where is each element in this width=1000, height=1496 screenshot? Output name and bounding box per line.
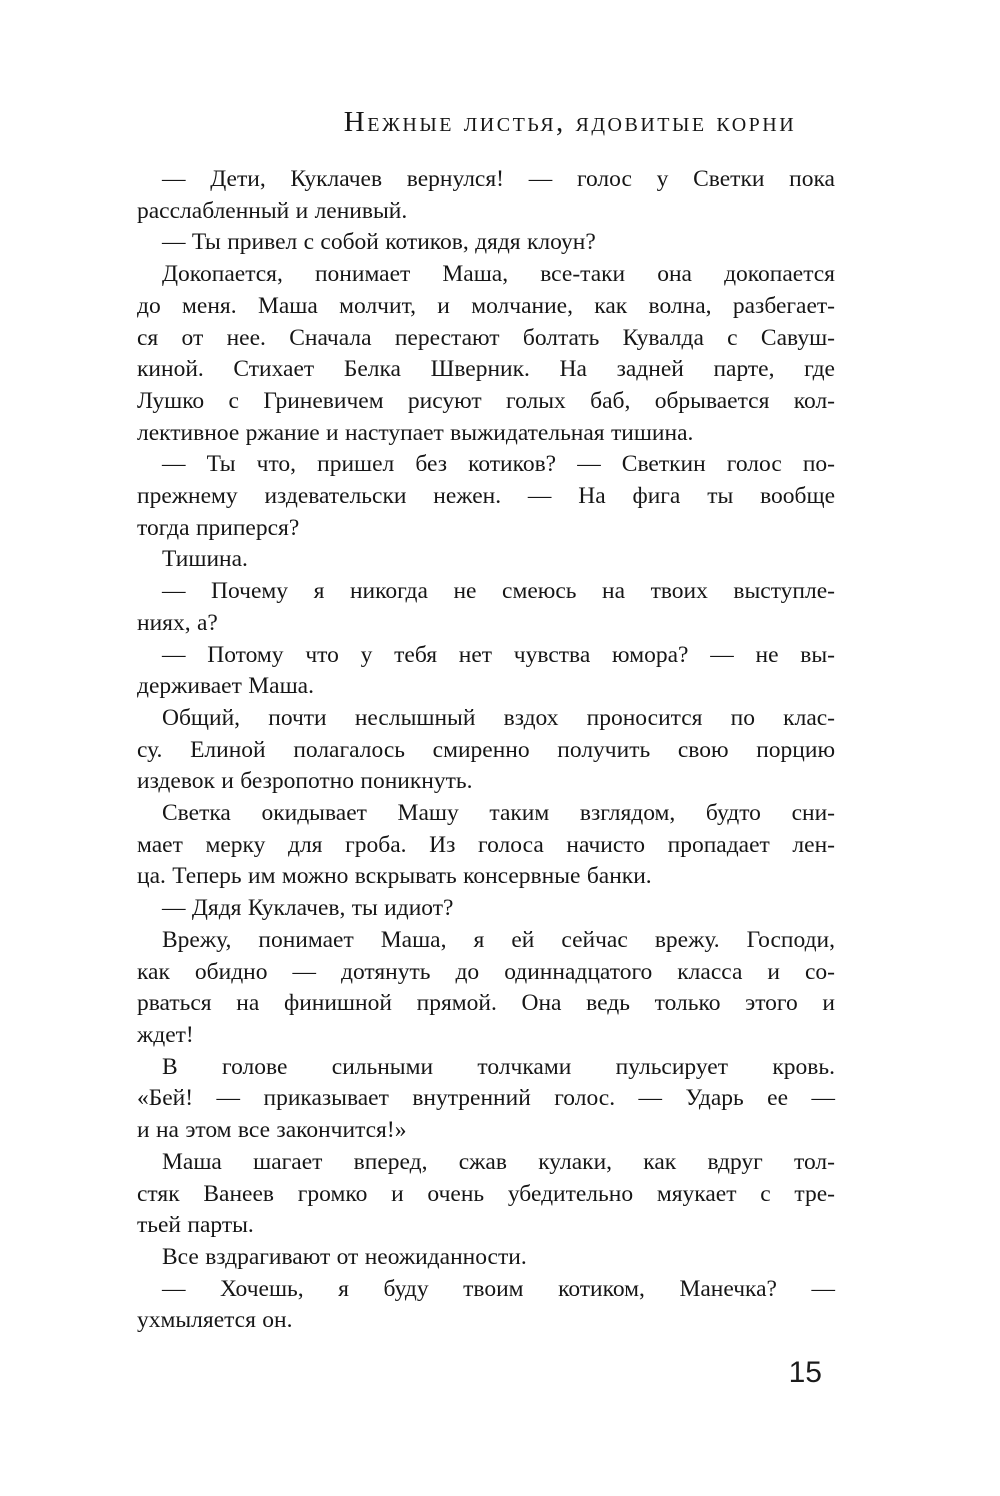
text-line: Светка окидывает Машу таким взглядом, будто сни- (162, 800, 835, 827)
text-line: — Почему я никогда не смеюсь на твоих выступле- (162, 578, 835, 605)
paragraph (137, 703, 835, 798)
text-line: лективное ржание и наступает выжидательная тишина. (137, 419, 694, 446)
text-line: тьей парты. (137, 1212, 254, 1239)
text-line: Общий, почти неслышный вздох проносится по клас- (162, 704, 835, 731)
paragraph (137, 1147, 835, 1242)
text-line: мает мерку для гроба. Из голоса начисто пропадает лен- (137, 831, 835, 858)
text-line: ца. Теперь им можно вскрывать консервные банки. (137, 863, 652, 890)
text-line: издевок и безропотно поникнуть. (137, 768, 473, 795)
text-line: су. Елиной полагалось смиренно получить свою порцию (137, 736, 835, 763)
body-text (137, 164, 835, 1337)
text-line: ухмыляется он. (137, 1307, 293, 1334)
text-line: Все вздрагивают от неожиданности. (162, 1243, 527, 1270)
text-line: Маша шагает вперед, сжав кулаки, как вдруг тол- (162, 1148, 835, 1175)
paragraph (137, 640, 835, 703)
running-header-title: Нежные листья, ядовитые корни (343, 106, 797, 138)
text-line: ждет! (137, 1021, 194, 1048)
text-line: Тишина. (162, 546, 248, 573)
paragraph (137, 164, 835, 227)
text-line: расслабленный и ленивый. (137, 197, 408, 224)
paragraph (137, 1242, 835, 1274)
text-line: «Бей! — приказывает внутренний голос. — Ударь ее — (137, 1085, 835, 1112)
text-line: прежнему издевательски нежен. — На фига ты вообще (137, 483, 835, 510)
text-line: ся от нее. Сначала перестают болтать Кувалда с Савуш- (137, 324, 835, 351)
paragraph (137, 576, 835, 639)
text-line: — Дядя Куклачев, ты идиот? (162, 895, 454, 922)
text-line: Докопается, понимает Маша, все-таки она докопается (162, 261, 835, 288)
text-line: стяк Ванеев громко и очень убедительно мяукает с тре- (137, 1180, 835, 1207)
text-line: — Дети, Куклачев вернулся! — голос у Светки пока (162, 166, 835, 192)
text-line: киной. Стихает Белка Шверник. На задней парте, где (137, 356, 835, 383)
paragraph (137, 259, 835, 449)
paragraph (137, 1274, 835, 1337)
text-line: как обидно — дотянуть до одиннадцатого класса и со- (137, 958, 835, 985)
paragraph (137, 893, 835, 925)
paragraph (137, 925, 835, 1052)
text-line: — Потому что у тебя нет чувства юмора? — не вы- (162, 641, 835, 668)
text-line: — Ты привел с собой котиков, дядя клоун? (162, 229, 596, 256)
paragraph (137, 449, 835, 544)
text-line: держивает Маша. (137, 673, 314, 700)
page-number: 15 (788, 1356, 822, 1389)
text-line: тогда приперся? (137, 514, 300, 541)
text-line: Врежу, понимает Маша, я ей сейчас врежу. Господи, (162, 926, 835, 953)
paragraph (137, 544, 835, 576)
text-line: В голове сильными толчками пульсирует кровь. (162, 1053, 835, 1080)
text-line: — Хочешь, я буду твоим котиком, Манечка? — (162, 1275, 835, 1302)
text-line: Лушко с Гриневичем рисуют голых баб, обрывается кол- (137, 387, 835, 414)
text-line: ниях, а? (137, 609, 218, 636)
paragraph (137, 798, 835, 893)
paragraph (137, 227, 835, 259)
paragraph (137, 1052, 835, 1147)
text-line: до меня. Маша молчит, и молчание, как волна, разбегает- (137, 292, 835, 319)
text-line: — Ты что, пришел без котиков? — Светкин голос по- (162, 451, 835, 478)
text-line: и на этом все закончится!» (137, 1117, 407, 1144)
text-line: рваться на финишной прямой. Она ведь только этого и (137, 990, 835, 1017)
